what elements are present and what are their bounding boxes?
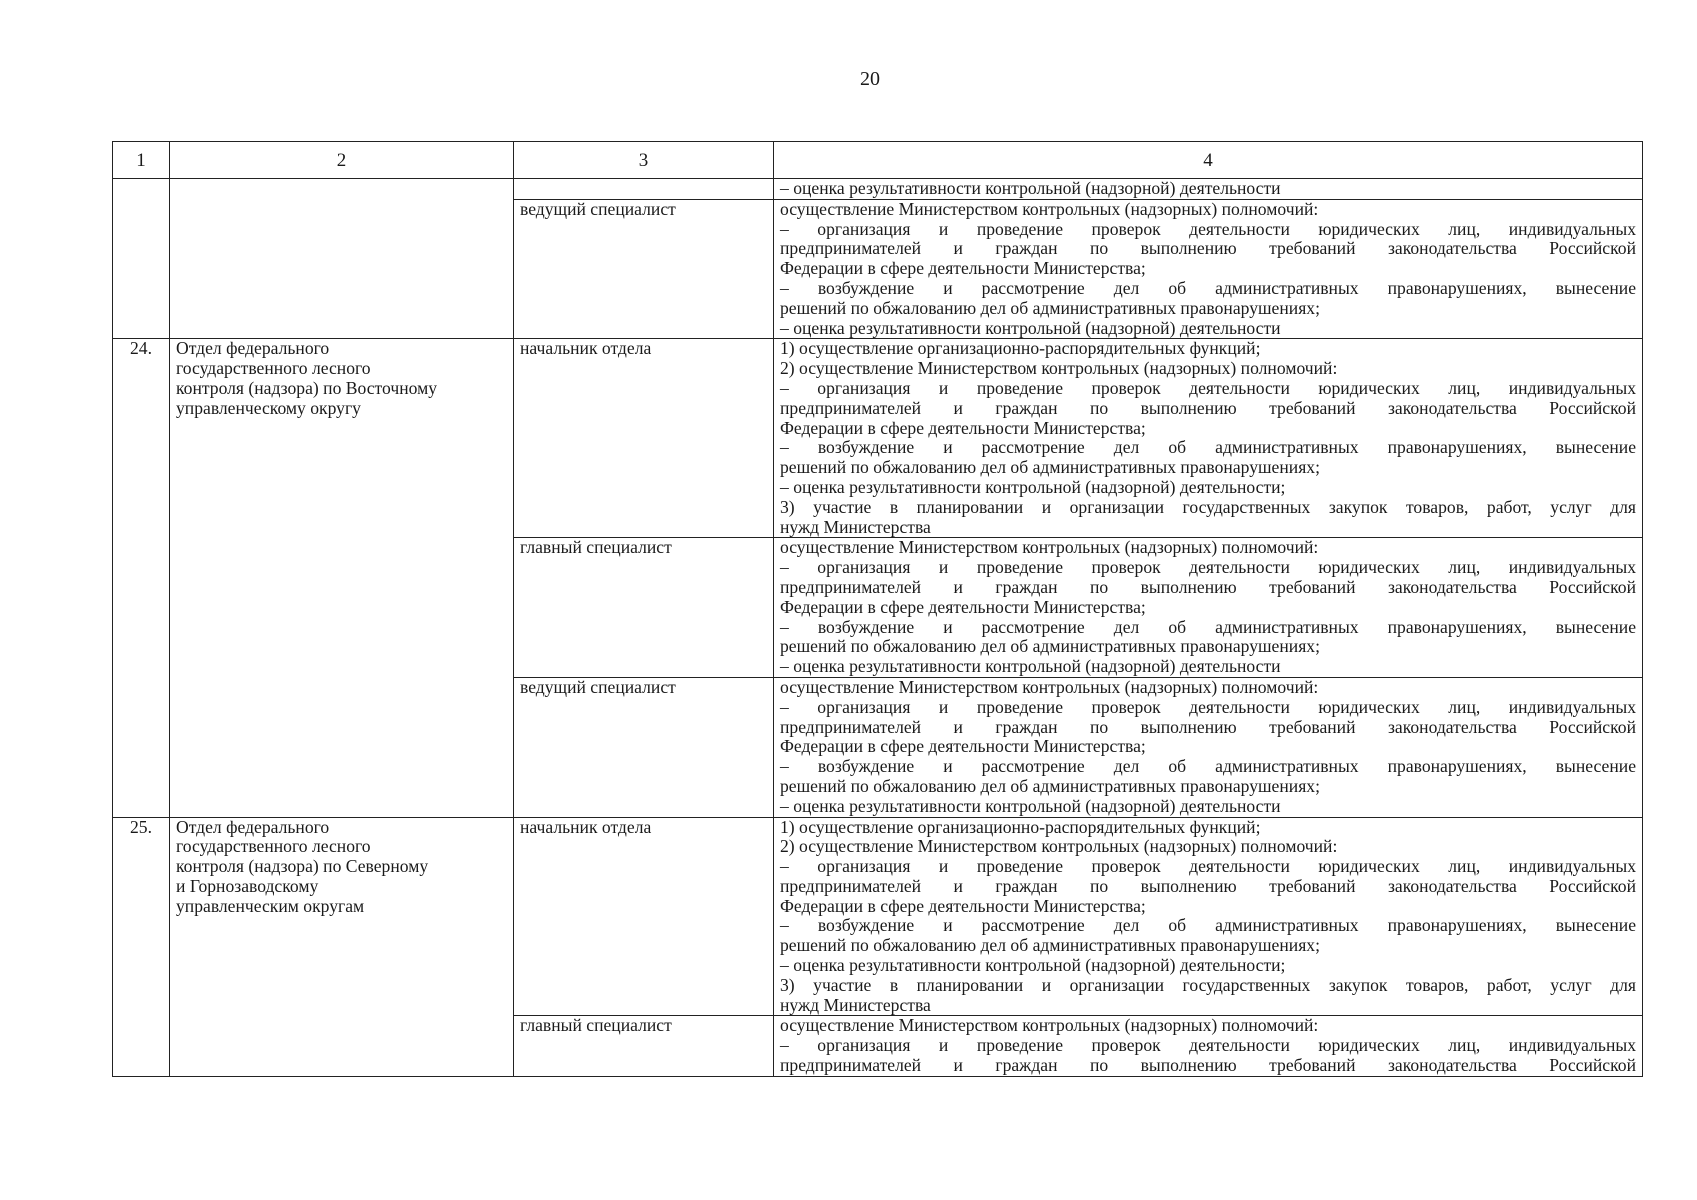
duty-line: – организация и проведение проверок деятельности юридических лиц, индивидуальных [780,557,1636,578]
duty-line: – оценка результативности контрольной (надзорной) деятельности [780,317,1281,338]
table-header-row [113,142,1643,179]
page-number: 20 [860,68,880,90]
position-title: главный специалист [514,538,774,678]
duty-line: предпринимателей и граждан по выполнению требований законодательства Российской [780,238,1636,259]
header-cell-1: 1 [113,142,170,179]
duty-line: – организация и проведение проверок деятельности юридических лиц, индивидуальных [780,218,1636,239]
department-name-line: контроля (надзора) по Восточному [176,377,438,398]
row-number [113,179,170,339]
duty-line: осуществление Министерством контрольных (надзорных) полномочий: [780,1015,1319,1036]
duty-line: – возбуждение и рассмотрение дел об административных правонарушениях, вынесение [780,616,1636,637]
department-cell [170,179,514,339]
department-name-line: Отдел федерального [176,816,330,837]
duty-line: – оценка результативности контрольной (надзорной) деятельности [780,178,1281,198]
position-title: ведущий специалист [514,677,774,817]
duty-line: 1) осуществление организационно-распорядительных функций; [780,338,1261,359]
duty-line: 1) осуществление организационно-распорядительных функций; [780,816,1261,837]
table-row [113,817,1643,1016]
duty-line: решений по обжалованию дел об административных правонарушениях; [780,457,1320,478]
duties-cell [774,538,1643,678]
duties-cell [774,339,1643,538]
duty-line: Федерации в сфере деятельности Министерства; [780,895,1146,916]
department-name-line: управленческому округу [176,397,361,418]
duty-line: осуществление Министерством контрольных (надзорных) полномочий: [780,198,1319,219]
department-name-line: управленческим округам [176,895,365,916]
duty-line: – возбуждение и рассмотрение дел об административных правонарушениях, вынесение [780,756,1636,777]
department-name-line: государственного лесного [176,358,371,379]
duty-line: – организация и проведение проверок деятельности юридических лиц, индивидуальных [780,377,1636,398]
department-cell [170,339,514,817]
duty-line: 2) осуществление Министерством контрольных (надзорных) полномочий: [780,836,1338,857]
row-number: 24. [113,339,170,817]
table-body [113,142,1643,1077]
duty-line: – возбуждение и рассмотрение дел об административных правонарушениях, вынесение [780,915,1636,936]
duties-cell [774,817,1643,1016]
duty-line: – оценка результативности контрольной (надзорной) деятельности [780,795,1281,816]
staff-duties-table [112,141,1643,1077]
department-name-line: контроля (надзора) по Северному [176,856,429,877]
duty-line: решений по обжалованию дел об административных правонарушениях; [780,935,1320,956]
duty-line: – оценка результативности контрольной (надзорной) деятельности; [780,955,1286,976]
duty-line: – организация и проведение проверок деятельности юридических лиц, индивидуальных [780,696,1636,717]
duty-line: решений по обжалованию дел об административных правонарушениях; [780,775,1320,796]
duty-line: нужд Министерства [780,994,931,1015]
duty-line: предпринимателей и граждан по выполнению требований законодательства Российской [780,875,1636,896]
duty-line: – организация и проведение проверок деятельности юридических лиц, индивидуальных [780,1035,1636,1056]
duties-cell [774,179,1643,200]
duty-line: предпринимателей и граждан по выполнению требований законодательства Российской [780,576,1636,597]
duties-cell [774,199,1643,339]
duty-line: решений по обжалованию дел об административных правонарушениях; [780,636,1320,657]
duty-line: предпринимателей и граждан по выполнению требований законодательства Российской [780,716,1636,737]
position-title: начальник отдела [514,339,774,538]
duty-line: – возбуждение и рассмотрение дел об административных правонарушениях, вынесение [780,277,1636,298]
duties-cell [774,1016,1643,1076]
department-name-line: Отдел федерального [176,338,330,359]
duty-line: осуществление Министерством контрольных (надзорных) полномочий: [780,676,1319,697]
duty-line: – оценка результативности контрольной (надзорной) деятельности [780,656,1281,677]
table-row [113,179,1643,200]
duty-line: – оценка результативности контрольной (надзорной) деятельности; [780,476,1286,497]
duty-line: 3) участие в планировании и организации государственных закупок товаров, работ, услуг для [780,496,1636,517]
department-name-line: государственного лесного [176,836,371,857]
duty-line: 3) участие в планировании и организации государственных закупок товаров, работ, услуг для [780,974,1636,995]
row-number: 25. [113,817,170,1076]
duties-cell [774,677,1643,817]
position-title [514,179,774,200]
duty-line: предпринимателей и граждан по выполнению требований законодательства Российской [780,1055,1636,1076]
position-title: главный специалист [514,1016,774,1076]
department-name-line: и Горнозаводскому [176,875,319,896]
header-cell-2: 2 [170,142,514,179]
duty-line: Федерации в сфере деятельности Министерства; [780,596,1146,617]
duty-line: Федерации в сфере деятельности Министерства; [780,258,1146,279]
duty-line: Федерации в сфере деятельности Министерства; [780,736,1146,757]
position-title: ведущий специалист [514,199,774,339]
department-cell [170,817,514,1076]
duty-line: – организация и проведение проверок деятельности юридических лиц, индивидуальных [780,856,1636,877]
duty-line: предпринимателей и граждан по выполнению требований законодательства Российской [780,397,1636,418]
duty-line: 2) осуществление Министерством контрольных (надзорных) полномочий: [780,358,1338,379]
table-row [113,339,1643,538]
header-cell-4: 4 [774,142,1643,179]
position-title: начальник отдела [514,817,774,1016]
duty-line: нужд Министерства [780,516,931,537]
duty-line: осуществление Министерством контрольных (надзорных) полномочий: [780,537,1319,558]
duty-line: решений по обжалованию дел об административных правонарушениях; [780,297,1320,318]
duty-line: Федерации в сфере деятельности Министерства; [780,417,1146,438]
duty-line: – возбуждение и рассмотрение дел об административных правонарушениях, вынесение [780,437,1636,458]
header-cell-3: 3 [514,142,774,179]
